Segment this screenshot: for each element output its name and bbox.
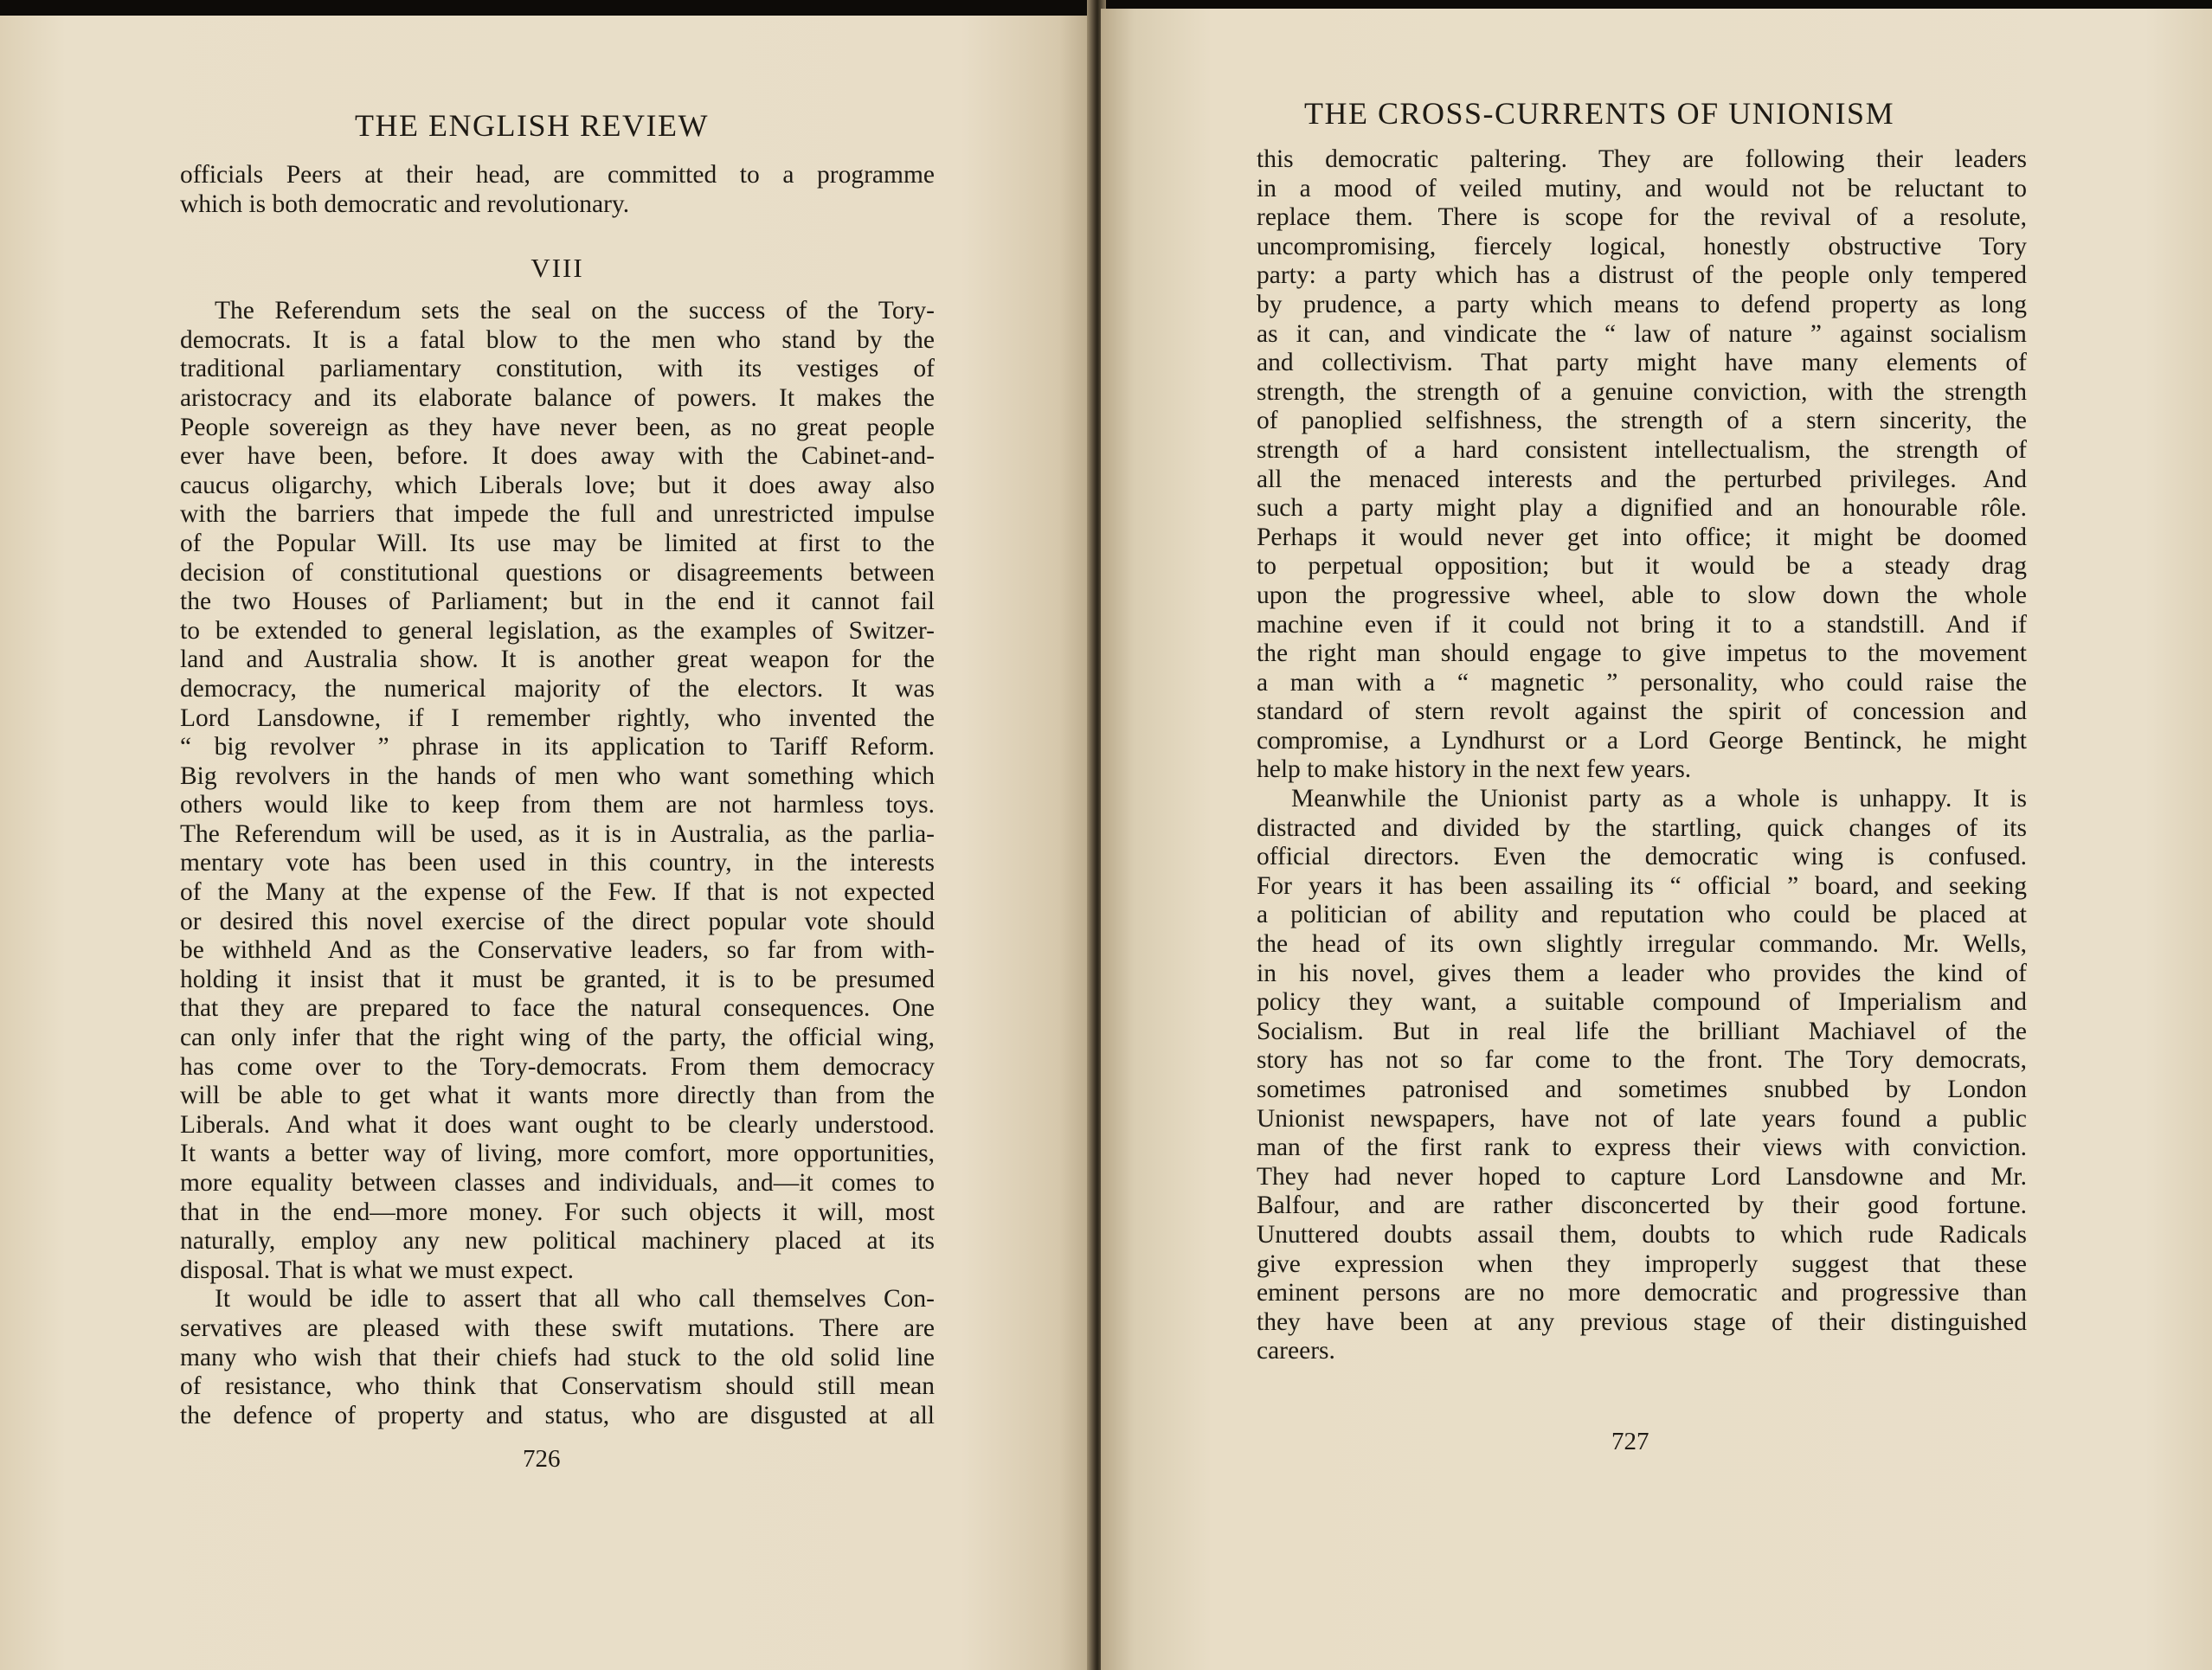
text-line: Unionist newspapers, have not of late years found a public <box>1257 1104 2027 1133</box>
paragraph-meanwhile <box>1257 785 2027 1366</box>
text-line: ever have been, before. It does away with the Cabinet-and- <box>180 442 935 471</box>
text-line: naturally, employ any new political machinery placed at its <box>180 1227 935 1256</box>
text-line: mentary vote has been used in this country, in the interests <box>180 849 935 877</box>
text-line: be withheld And as the Conservative leaders, so far from with- <box>180 936 935 965</box>
text-line: official directors. Even the democratic wing is confused. <box>1257 843 2027 871</box>
text-line: in a mood of veiled mutiny, and would not be reluctant to <box>1257 174 2027 202</box>
text-line: “ big revolver ” phrase in its application to Tariff Reform. <box>180 733 935 761</box>
text-line: a politician of ability and reputation who could be placed at <box>1257 901 2027 929</box>
text-line: decision of constitutional questions or disagreements between <box>180 558 935 587</box>
text-line: policy they want, a suitable compound of Imperialism and <box>1257 988 2027 1017</box>
paragraph-referendum <box>180 297 935 1285</box>
text-line: strength of a hard consistent intellectualism, the strength of <box>1257 435 2027 464</box>
text-line: replace them. There is scope for the revival of a resolute, <box>1257 203 2027 232</box>
text-line: the right man should engage to give impetus to the movement <box>1257 639 2027 668</box>
text-line: many who wish that their chiefs had stuck to the old solid line <box>180 1343 935 1371</box>
text-line: the defence of property and status, who are disgusted at all <box>180 1401 935 1429</box>
text-line: a man with a “ magnetic ” personality, who could raise the <box>1257 668 2027 697</box>
text-line: that they are prepared to face the natural consequences. One <box>180 994 935 1023</box>
text-line: servatives are pleased with these swift mutations. There are <box>180 1314 935 1342</box>
text-line: officials Peers at their head, are committed to a programme <box>180 161 935 189</box>
text-line: Socialism. But in real life the brilliant Machiavel of the <box>1257 1017 2027 1045</box>
text-line: or desired this novel exercise of the direct popular vote should <box>180 907 935 935</box>
text-line: has come over to the Tory-democrats. From them democracy <box>180 1052 935 1081</box>
opening-lines <box>180 161 935 219</box>
text-line: this democratic paltering. They are following their leaders <box>1257 145 2027 173</box>
text-line: that in the end—more money. For such objects it will, most <box>180 1198 935 1226</box>
text-line: Perhaps it would never get into office; it might be doomed <box>1257 523 2027 551</box>
text-line: uncompromising, fiercely logical, honestly obstructive Tory <box>1257 232 2027 260</box>
text-line: disposal. That is what we must expect. <box>180 1256 574 1284</box>
text-line: of the Popular Will. Its use may be limited at first to the <box>180 529 935 557</box>
text-line: distracted and divided by the startling, quick changes of its <box>1257 813 2027 842</box>
text-line: of the Many at the expense of the Few. If that is not expected <box>180 878 935 907</box>
text-line: as it can, and vindicate the “ law of nature ” against socialism <box>1257 319 2027 348</box>
left-page <box>0 16 1092 1670</box>
text-line: sometimes patronised and sometimes snubbed by London <box>1257 1076 2027 1103</box>
text-line: They had never hoped to capture Lord Lansdowne and Mr. <box>1257 1162 2027 1191</box>
text-line: People sovereign as they have never been, as no great people <box>180 413 935 441</box>
text-line: party: a party which has a distrust of the people only tempered <box>1257 261 2027 290</box>
text-line: Big revolvers in the hands of men who want something which <box>180 761 935 790</box>
section-number: VIII <box>530 253 584 284</box>
text-line: to be extended to general legislation, as the examples of Switzer- <box>180 616 935 645</box>
text-line: eminent persons are no more democratic and progressive than <box>1257 1279 2027 1307</box>
text-line: by prudence, a party which means to defend property as long <box>1257 290 2027 318</box>
text-line: machine even if it could not bring it to a standstill. And if <box>1257 610 2027 639</box>
text-line: holding it insist that it must be granted, it is to be presumed <box>180 965 935 993</box>
text-line: democracy, the numerical majority of the electors. It was <box>180 674 935 703</box>
text-line: they have been at any previous stage of their distinguished <box>1257 1307 2027 1336</box>
text-line: It wants a better way of living, more comfort, more opportunities, <box>180 1140 935 1168</box>
text-line: can only infer that the right wing of the party, the official wing, <box>180 1024 935 1052</box>
text-line: of resistance, who think that Conservatism should still mean <box>180 1372 935 1401</box>
right-text-block <box>1257 145 2027 1366</box>
page-number-left: 726 <box>523 1445 561 1473</box>
text-line: traditional parliamentary constitution, with its vestiges of <box>180 355 935 383</box>
text-line: compromise, a Lyndhurst or a Lord George Bentinck, he might <box>1257 726 2027 755</box>
text-line: strength, the strength of a genuine conviction, with the strength <box>1257 377 2027 406</box>
text-line: democrats. It is a fatal blow to the men who stand by the <box>180 325 935 354</box>
text-line: the head of its own slightly irregular commando. Mr. Wells, <box>1257 930 2027 959</box>
text-line: careers. <box>1257 1337 1335 1365</box>
text-line: more equality between classes and individuals, and—it comes to <box>180 1169 935 1197</box>
running-head-right: THE CROSS-CURRENTS OF UNIONISM <box>1304 96 1895 131</box>
page-number-right: 727 <box>1611 1428 1649 1455</box>
text-line: Liberals. And what it does want ought to be clearly understood. <box>180 1110 935 1139</box>
text-line: man of the first rank to express their views with conviction. <box>1257 1134 2027 1162</box>
text-line: with the barriers that impede the full and unrestricted impulse <box>180 500 935 529</box>
right-page <box>1101 9 2212 1670</box>
text-line: and collectivism. That party might have many elements of <box>1257 349 2027 377</box>
text-line: For years it has been assailing its “ official ” board, and seeking <box>1257 871 2027 900</box>
text-line: Balfour, and are rather disconcerted by their good fortune. <box>1257 1191 2027 1220</box>
text-line: others would like to keep from them are not harmless toys. <box>180 791 935 819</box>
text-line: It would be idle to assert that all who call themselves Con- <box>215 1285 935 1314</box>
text-line: such a party might play a dignified and an honourable rôle. <box>1257 494 2027 523</box>
text-line: will be able to get what it wants more directly than from the <box>180 1082 935 1110</box>
text-line: The Referendum sets the seal on the success of the Tory- <box>215 297 935 325</box>
paragraph-idle-to-assert <box>180 1285 935 1430</box>
text-line: which is both democratic and revolutionary. <box>180 189 630 218</box>
text-line: Lord Lansdowne, if I remember rightly, who invented the <box>180 703 935 732</box>
paragraph-democratic-paltering <box>1257 145 2027 785</box>
text-line: in his novel, gives them a leader who provides the kind of <box>1257 959 2027 987</box>
text-line: help to make history in the next few years. <box>1257 755 1692 784</box>
text-line: aristocracy and its elaborate balance of powers. It makes the <box>180 383 935 412</box>
text-line: story has not so far come to the front. The Tory democrats, <box>1257 1046 2027 1075</box>
text-line: The Referendum will be used, as it is in Australia, as the parlia- <box>180 819 935 848</box>
text-line: Unuttered doubts assail them, doubts to which rude Radicals <box>1257 1220 2027 1249</box>
text-line: all the menaced interests and the perturbed privileges. And <box>1257 465 2027 493</box>
running-head-left: THE ENGLISH REVIEW <box>355 108 709 143</box>
text-line: standard of stern revolt against the spirit of concession and <box>1257 697 2027 726</box>
left-text-block <box>180 161 935 1430</box>
text-line: the two Houses of Parliament; but in the end it cannot fail <box>180 588 935 616</box>
text-line: to perpetual opposition; but it would be a steady drag <box>1257 552 2027 581</box>
text-line: upon the progressive wheel, able to slow down the whole <box>1257 581 2027 609</box>
text-line: land and Australia show. It is another great weapon for the <box>180 646 935 674</box>
text-line: give expression when they improperly suggest that these <box>1257 1249 2027 1278</box>
text-line: Meanwhile the Unionist party as a whole is unhappy. It is <box>1291 785 2027 813</box>
text-line: of panoplied selfishness, the strength of a stern sincerity, the <box>1257 407 2027 435</box>
text-line: caucus oligarchy, which Liberals love; but it does away also <box>180 471 935 499</box>
